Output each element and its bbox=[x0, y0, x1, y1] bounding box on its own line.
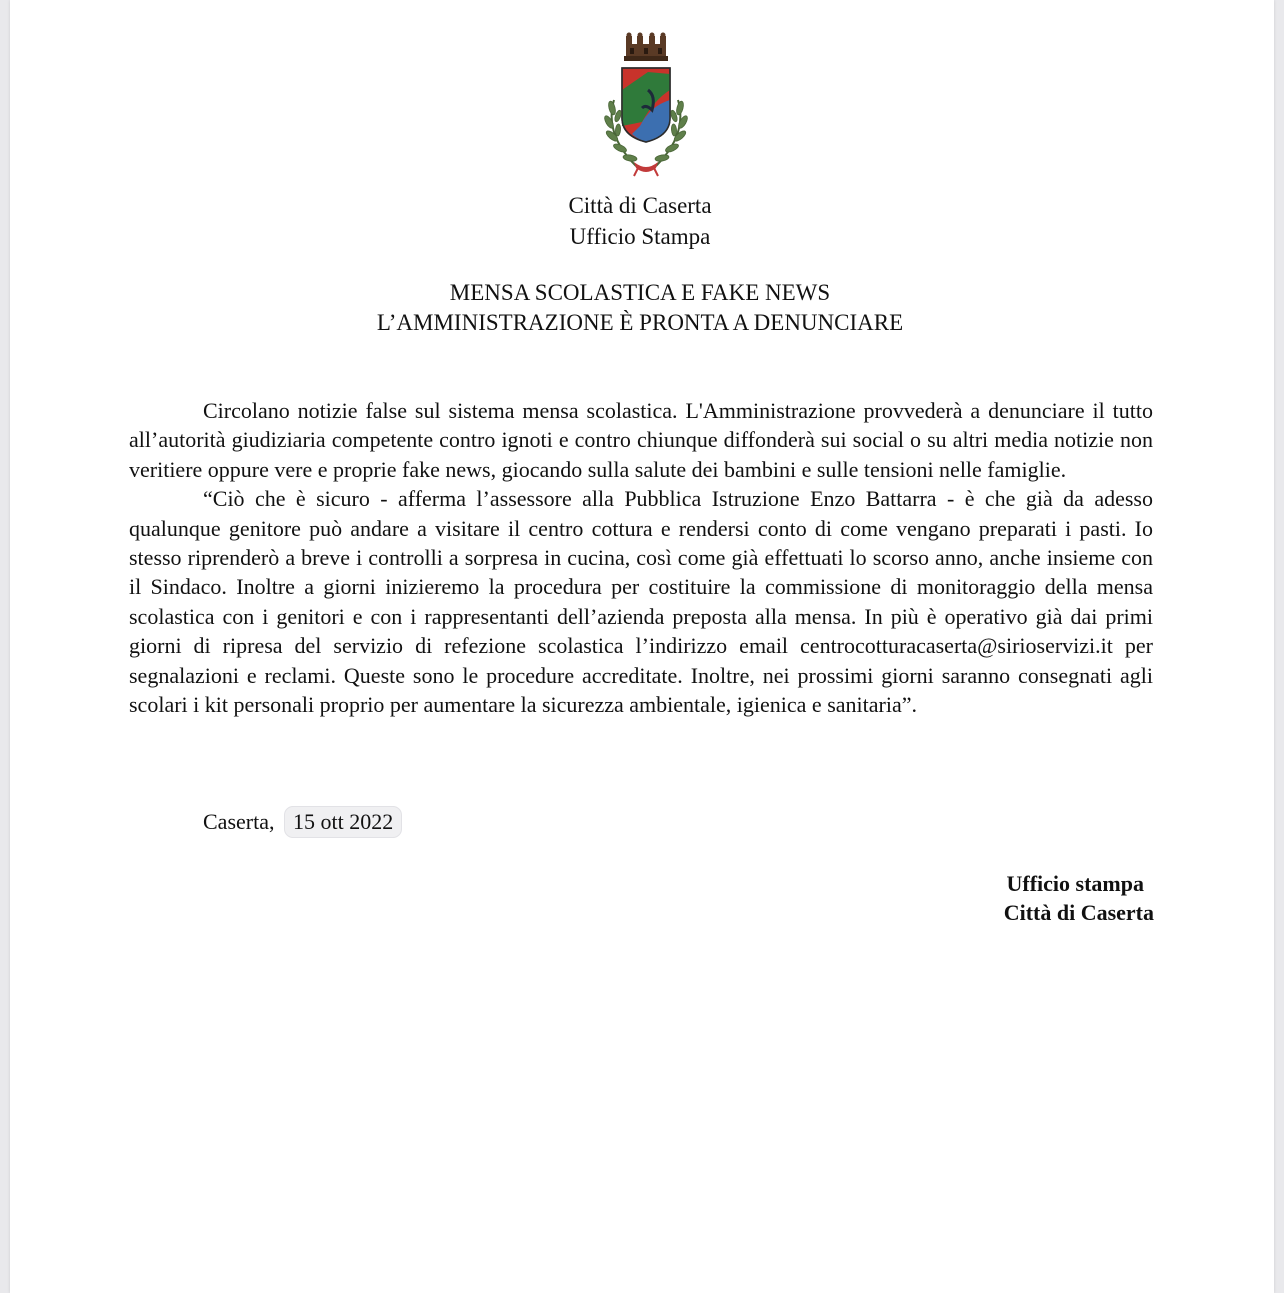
dateline-place: Caserta, bbox=[203, 809, 275, 834]
date-detected-chip[interactable]: 15 ott 2022 bbox=[284, 806, 402, 838]
crown-icon bbox=[624, 33, 668, 62]
ribbon-icon bbox=[634, 162, 658, 176]
municipality-name: Città di Caserta bbox=[568, 193, 712, 218]
dateline bbox=[203, 806, 402, 838]
city-crest-emblem bbox=[590, 30, 702, 178]
document-page bbox=[10, 0, 1274, 1293]
title-line-2: L’AMMINISTRAZIONE È PRONTA A DENUNCIARE bbox=[376, 310, 904, 335]
signature-block bbox=[1004, 869, 1154, 927]
signature-line-2: Città di Caserta bbox=[1003, 900, 1154, 925]
press-release-body bbox=[129, 396, 1153, 719]
shield-icon bbox=[622, 68, 670, 142]
title-line-1: MENSA SCOLASTICA E FAKE NEWS bbox=[449, 280, 831, 305]
press-release-title bbox=[10, 278, 1270, 338]
office-name: Ufficio Stampa bbox=[569, 224, 711, 249]
signature-line-1: Ufficio stampa bbox=[1006, 871, 1144, 896]
letterhead bbox=[10, 190, 1270, 252]
body-paragraph: Circolano notizie false sul sistema mensa scolastica. L'Amministrazione provvederà a denunciare il tutto all’autorità giudiziaria competente contro ignoti e contro chiunque diffonderà sui social o su altri media notizie non veritiere oppure vere e proprie fake news, giocando sulla salute dei bambini e sulle tensioni nelle famiglie. bbox=[129, 398, 1153, 482]
body-paragraph: “Ciò che è sicuro - afferma l’assessore alla Pubblica Istruzione Enzo Battarra - è che già da adesso qualunque genitore può andare a visitare il centro cottura e rendersi conto di come vengano preparati i pasti. Io stesso riprenderò a breve i controlli a sorpresa in cucina, così come già effettuati lo scorso anno, anche insieme con il Sindaco. Inoltre a giorni inizieremo la procedura per costituire la commissione di monitoraggio della mensa scolastica con i genitori e con i rappresentanti dell’azienda preposta alla mensa. In più è operativo già dai primi giorni di ripresa del servizio di refezione scolastica l’indirizzo email centrocotturacaserta@sirioservizi.it per segnalazioni e reclami. Queste sono le procedure accreditate. Inoltre, nei prossimi giorni saranno consegnati agli scolari i kit personali proprio per aumentare la sicurezza ambientale, igienica e sanitaria”. bbox=[129, 486, 1153, 718]
